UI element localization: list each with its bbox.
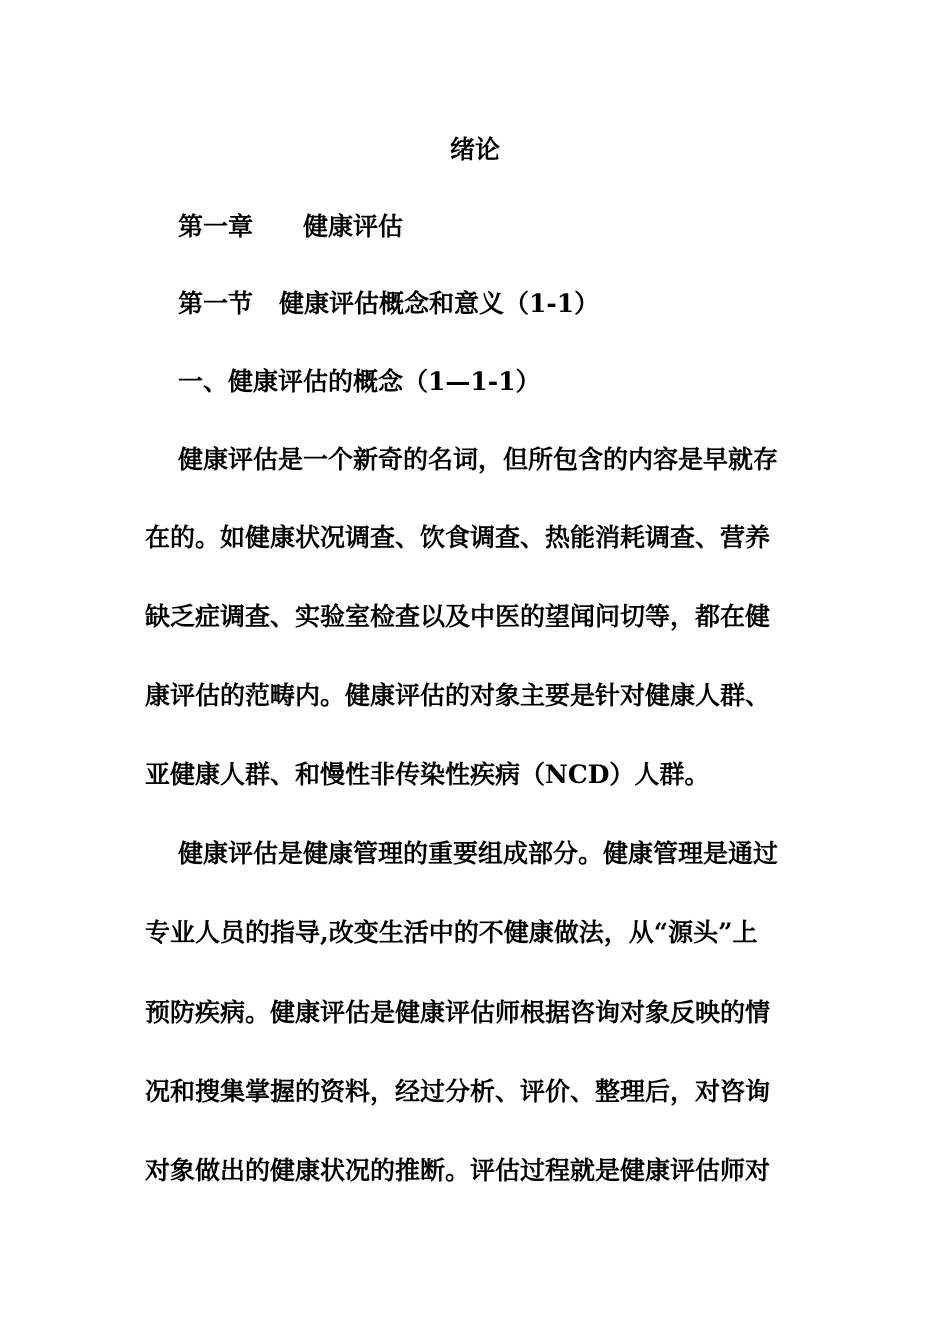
paragraph2-line: 况和搜集掌握的资料，经过分析、评价、整理后，对咨询 xyxy=(145,1077,771,1106)
subsection-heading: 一、健康评估的概念（1—1-1） xyxy=(178,367,541,396)
chapter-heading xyxy=(178,210,858,244)
chapter-name: 健康评估 xyxy=(303,212,404,241)
section-heading xyxy=(178,287,858,321)
paragraph2-line: 对象做出的健康状况的推断。评估过程就是健康评估师对 xyxy=(145,1156,771,1185)
paragraph2-line: 健康评估是健康管理的重要组成部分。健康管理是通过 xyxy=(178,839,779,868)
paragraph2-line: 专业人员的指导,改变生活中的不健康做法，从“源头”上 xyxy=(145,918,758,947)
chapter-label: 第一章 xyxy=(178,212,254,241)
paragraph1-line: 亚健康人群、和慢性非传染性疾病（NCD）人群。 xyxy=(145,760,710,789)
paragraph1-line: 健康评估是一个新奇的名词，但所包含的内容是早就存 xyxy=(178,445,779,474)
document-title: 绪论 xyxy=(449,135,500,164)
section-name: 健康评估概念和意义（1-1） xyxy=(279,289,600,318)
paragraph1-line: 在的。如健康状况调查、饮食调查、热能消耗调查、营养 xyxy=(145,523,771,552)
paragraph1-line: 缺乏症调查、实验室检查以及中医的望闻问切等，都在健 xyxy=(145,602,771,631)
paragraph1-line: 康评估的范畴内。健康评估的对象主要是针对健康人群、 xyxy=(145,681,771,710)
paragraph2-line: 预防疾病。健康评估是健康评估师根据咨询对象反映的情 xyxy=(145,998,771,1027)
section-label: 第一节 xyxy=(178,289,254,318)
